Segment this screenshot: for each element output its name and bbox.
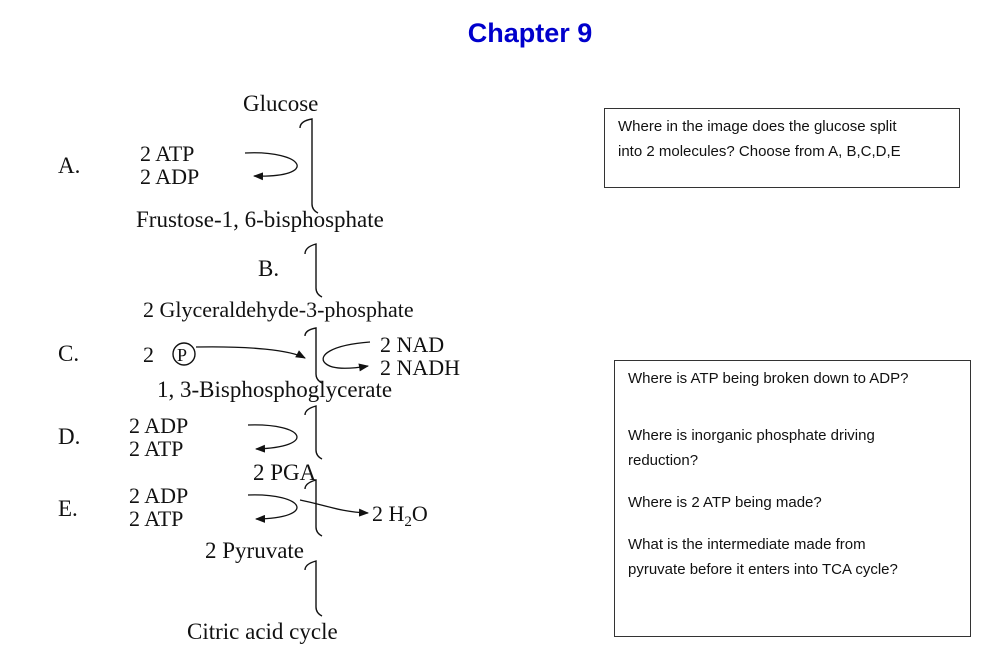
step-a-adp: 2 ADP [140,164,200,189]
question-atp-breakdown: Where is ATP being broken down to ADP? [628,370,909,387]
step-e-letter: E. [58,496,78,521]
step-d-letter: D. [58,424,81,449]
bisphosphoglycerate-label: 1, 3-Bisphosphoglycerate [157,377,393,402]
question-atp-made: Where is 2 ATP being made? [628,494,822,511]
fructose-bisphosphate-label: Frustose-1, 6-bisphosphate [136,207,384,232]
question-phosphate-line2: reduction? [628,452,699,469]
pga-label: 2 PGA [253,460,317,485]
glyceraldehyde-3-phosphate-label: 2 Glyceraldehyde-3-phosphate [143,297,414,322]
question-intermediate-line1: What is the intermediate made from [628,536,866,553]
step-a-atp: 2 ATP [140,141,195,166]
step-b-letter: B. [258,256,280,281]
step-d-adp: 2 ADP [129,413,189,438]
step-e-adp: 2 ADP [129,483,189,508]
citric-acid-cycle-label: Citric acid cycle [187,619,338,644]
question-box-steps [614,360,971,637]
question-split-line2: into 2 molecules? Choose from A, B,C,D,E [618,143,901,160]
step-c-nadh: 2 NADH [380,355,461,380]
question-split-line1: Where in the image does the glucose split [618,118,897,135]
step-c-nad: 2 NAD [380,332,445,357]
step-e-water: 2 $H_2O$ [372,501,428,530]
step-c-phosphate-count: 2 [143,342,154,367]
page-title: Chapter 9 [467,18,593,48]
question-phosphate-line1: Where is inorganic phosphate driving [628,427,875,444]
glucose-label: Glucose [243,91,319,116]
step-c-phosphate-symbol: P [177,345,188,365]
step-c-letter: C. [58,341,80,366]
step-a-letter: A. [58,153,81,178]
question-box-split [604,108,960,188]
question-intermediate-line2: pyruvate before it enters into TCA cycle? [628,561,898,578]
pyruvate-label: 2 Pyruvate [205,538,305,563]
step-d-atp: 2 ATP [129,436,184,461]
step-e-atp: 2 ATP [129,506,184,531]
